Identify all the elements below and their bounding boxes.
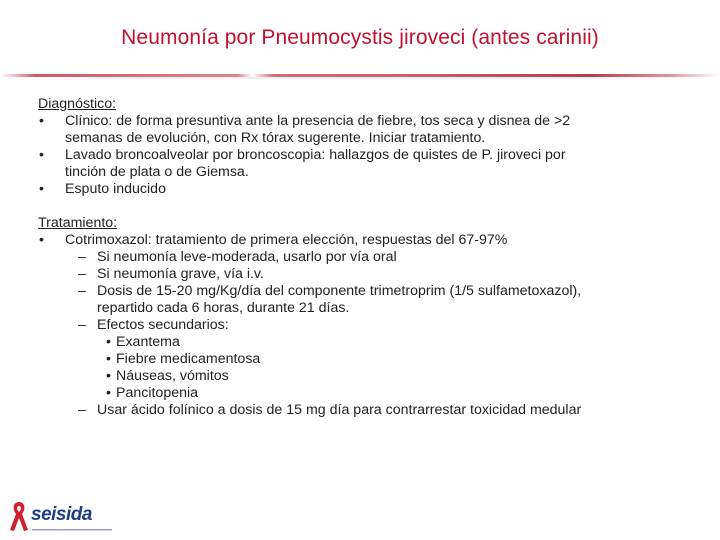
logo-wordmark: seisida [31,504,92,525]
slide-body [38,96,688,419]
bullet-marker: • [39,181,44,197]
logo-tagline [32,528,112,533]
item-line: Dosis de 15-20 mg/Kg/día del componente trimetroprim (1/5 sulfametoxazol), [97,283,582,299]
bullet-marker: • [106,385,111,401]
dash-marker: – [78,249,86,265]
dash-marker: – [78,317,86,333]
tratamiento-subitem [38,249,688,266]
efecto-item [38,351,688,368]
item-line: Clínico: de forma presuntiva ante la presencia de fiebre, tos seca y disnea de >2 [65,113,571,129]
bullet-marker: • [106,351,111,367]
bullet-marker: • [39,113,44,129]
item-line: semanas de evolución, con Rx tórax sugerente. Iniciar tratamiento. [65,130,486,146]
tratamiento-item [38,232,688,249]
bullet-marker: • [39,232,44,248]
item-line: repartido cada 6 horas, durante 21 días. [97,300,350,316]
tratamiento-subitem [38,266,688,283]
efecto-item [38,385,688,402]
item-line: Efectos secundarios: [97,317,229,333]
bullet-marker: • [106,334,111,350]
diagnostico-item [38,147,688,181]
tratamiento-subitem [38,283,688,317]
logo-tagline-graphic [32,528,112,532]
red-ribbon-icon [8,500,30,532]
diagnostico-item [38,113,688,147]
item-line: Usar ácido folínico a dosis de 15 mg día para contrarrestar toxicidad medular [97,402,582,418]
item-line: Pancitopenia [116,385,199,401]
item-line: Esputo inducido [65,181,166,197]
tratamiento-subitem [38,402,688,419]
item-line: Exantema [116,334,180,350]
efecto-item [38,368,688,385]
tratamiento-heading: Tratamiento: [38,215,118,231]
item-line: tinción de plata o de Giemsa. [65,164,249,180]
item-line: Cotrimoxazol: tratamiento de primera elección, respuestas del 67-97% [65,232,508,248]
section-gap [38,198,688,215]
item-line: Si neumonía leve-moderada, usarlo por vía oral [97,249,397,265]
item-line: Lavado broncoalveolar por broncoscopia: hallazgos de quistes de P. jiroveci por [65,147,566,163]
slide-title: Neumonía por Pneumocystis jiroveci (antes carinii) [121,26,599,49]
efecto-item [38,334,688,351]
bullet-marker: • [106,368,111,384]
diagnostico-item [38,181,688,198]
item-line: Fiebre medicamentosa [116,351,261,367]
bullet-marker: • [39,147,44,163]
tratamiento-subitem [38,317,688,334]
dash-marker: – [78,266,86,282]
item-line: Si neumonía grave, vía i.v. [97,266,264,282]
diagnostico-heading: Diagnóstico: [38,96,117,112]
dash-marker: – [78,283,86,299]
item-line: Náuseas, vómitos [116,368,229,384]
seisida-logo [8,498,138,538]
title-divider-shadow [0,77,720,79]
dash-marker: – [78,402,86,418]
